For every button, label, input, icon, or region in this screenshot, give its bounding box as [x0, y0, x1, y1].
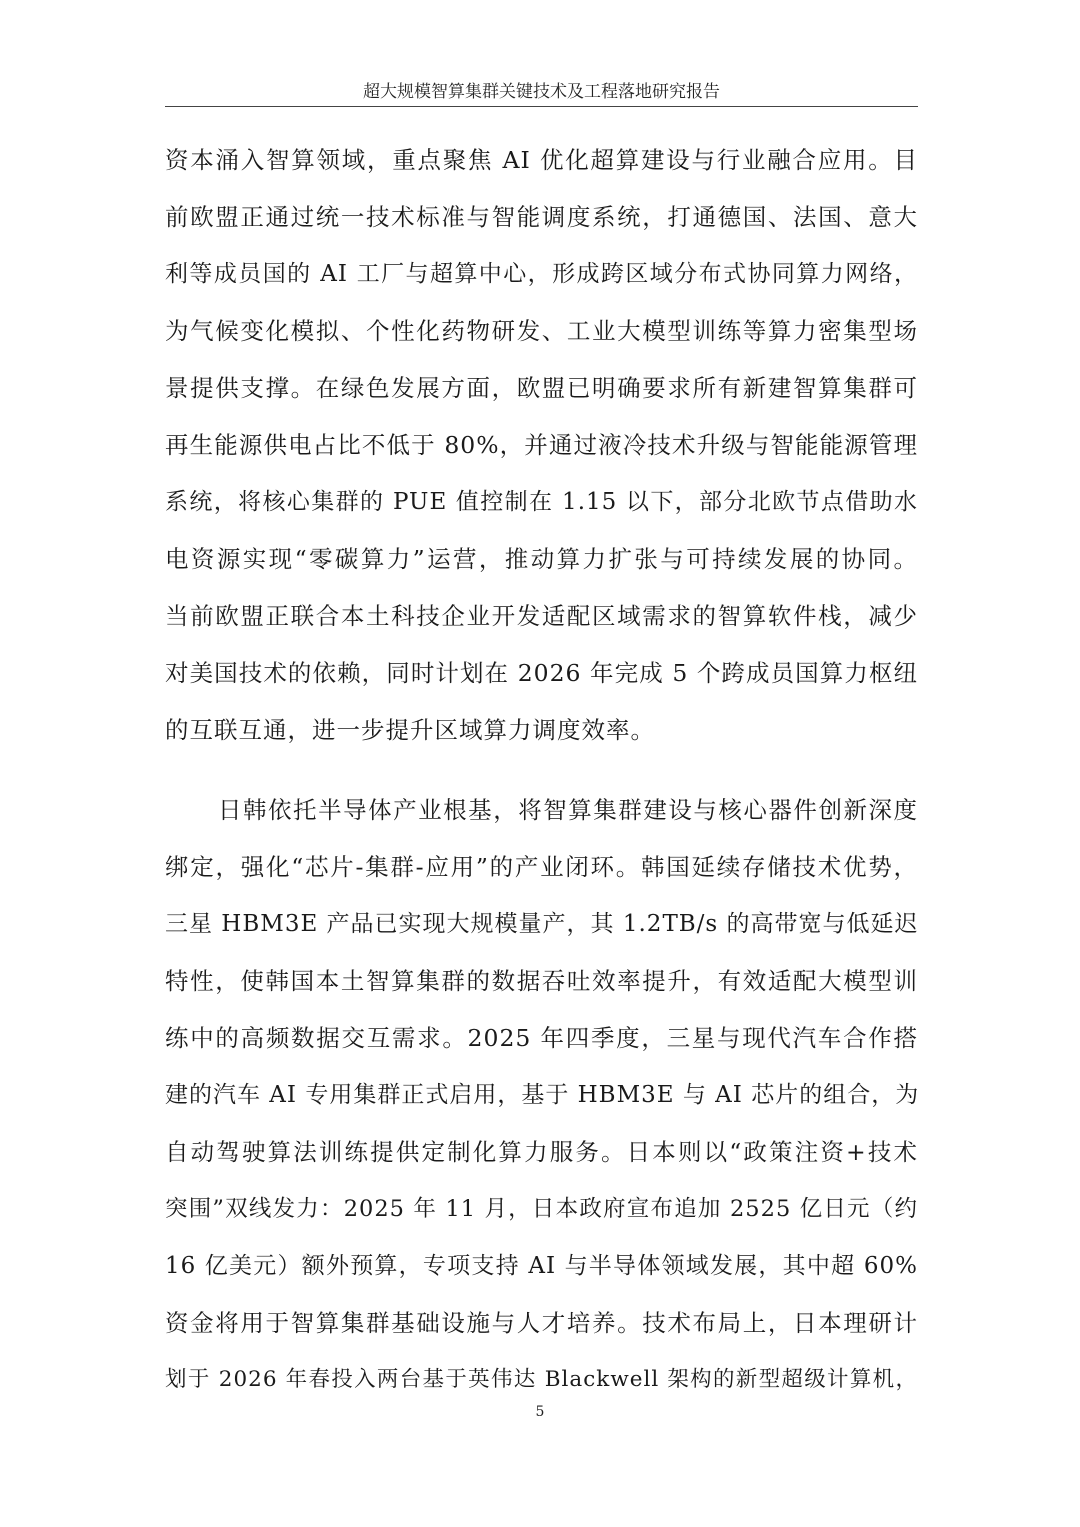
text-line: 资本涌入智算领域，重点聚焦 AI 优化超算建设与行业融合应用。目: [165, 146, 918, 174]
text-line: 练中的高频数据交互需求。2025 年四季度，三星与现代汽车合作搭: [165, 1024, 918, 1052]
text-line: 利等成员国的 AI 工厂与超算中心，形成跨区域分布式协同算力网络，: [165, 261, 918, 287]
paragraph-japan-korea: [165, 792, 918, 1402]
header-divider: [165, 106, 918, 107]
text-line: 的互联互通，进一步提升区域算力调度效率。: [165, 716, 655, 744]
text-line: 为气候变化模拟、个性化药物研发、工业大模型训练等算力密集型场: [165, 317, 918, 345]
text-line: 当前欧盟正联合本土科技企业开发适配区域需求的智算软件栈，减少: [165, 602, 918, 630]
text-line: 资金将用于智算集群基础设施与人才培养。技术布局上，日本理研计: [165, 1309, 918, 1337]
text-line: 16 亿美元）额外预算，专项支持 AI 与半导体领域发展，其中超 60%: [165, 1253, 918, 1279]
text-line: 前欧盟正通过统一技术标准与智能调度系统，打通德国、法国、意大: [165, 203, 918, 231]
text-line: 日韩依托半导体产业根基，将智算集群建设与核心器件创新深度: [218, 796, 918, 824]
text-line: 再生能源供电占比不低于 80%，并通过液冷技术升级与智能能源管理: [165, 431, 918, 459]
text-line: 景提供支撑。在绿色发展方面，欧盟已明确要求所有新建智算集群可: [165, 374, 918, 402]
text-line: 突围”双线发力：2025 年 11 月，日本政府宣布追加 2525 亿日元（约: [165, 1196, 918, 1222]
text-line: 三星 HBM3E 产品已实现大规模量产，其 1.2TB/s 的高带宽与低延迟: [165, 911, 919, 937]
paragraph-eu: [165, 142, 918, 744]
text-line: 系统，将核心集群的 PUE 值控制在 1.15 以下，部分北欧节点借助水: [165, 489, 918, 515]
text-line: 划于 2026 年春投入两台基于英伟达 Blackwell 架构的新型超级计算机，: [165, 1367, 918, 1392]
page-number: 5: [535, 1404, 545, 1420]
text-line: 建的汽车 AI 专用集群正式启用，基于 HBM3E 与 AI 芯片的组合，为: [165, 1082, 920, 1108]
text-line: 电资源实现“零碳算力”运营，推动算力扩张与可持续发展的协同。: [165, 545, 918, 573]
text-line: 绑定，强化“芯片-集群-应用”的产业闭环。韩国延续存储技术优势，: [165, 853, 918, 881]
running-header: 超大规模智算集群关键技术及工程落地研究报告: [363, 82, 720, 102]
text-line: 自动驾驶算法训练提供定制化算力服务。日本则以“政策注资+技术: [165, 1138, 918, 1166]
text-line: 对美国技术的依赖，同时计划在 2026 年完成 5 个跨成员国算力枢纽: [165, 659, 918, 687]
text-line: 特性，使韩国本土智算集群的数据吞吐效率提升，有效适配大模型训: [165, 967, 918, 995]
